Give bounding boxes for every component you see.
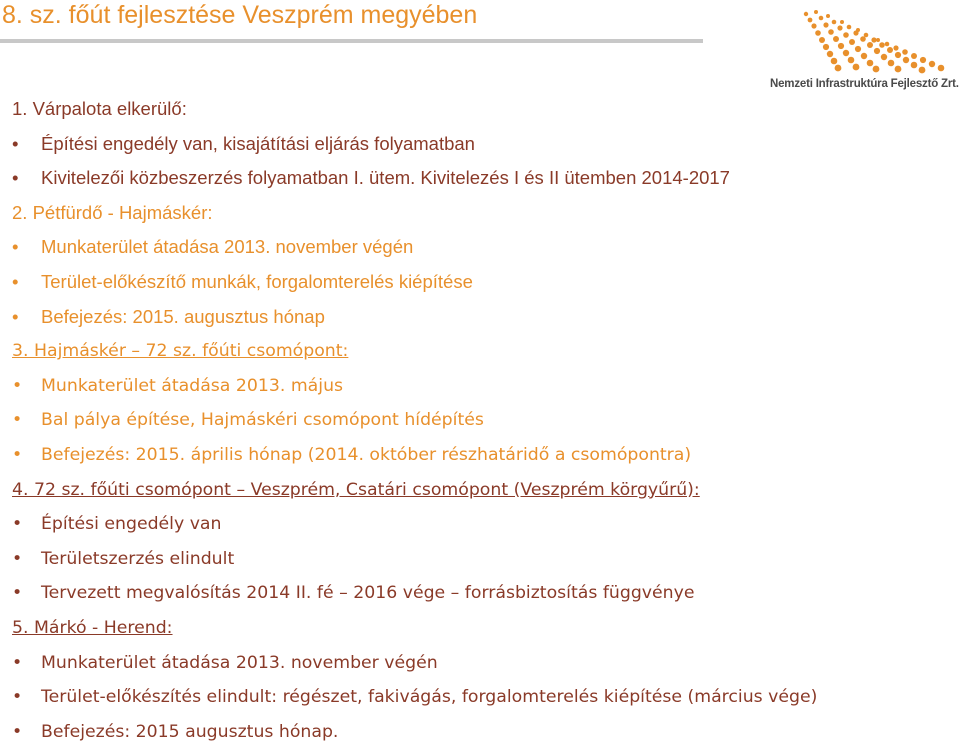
bullet-icon: • [12,167,19,189]
list-item-text: Területszerzés elindult [41,548,235,569]
list-item-text: Építési engedély van, kisajátítási eljárás folyamatban [41,132,475,154]
list-item-text: Terület-előkészítő munkák, forgalomterelés kiépítése [41,270,473,292]
bullet-icon: • [12,375,23,396]
list-item [12,507,952,542]
list-item [12,369,952,404]
bullet-icon: • [12,514,23,535]
list-item [12,438,952,473]
section-heading-4-text: 4. 72 sz. főúti csomópont – Veszprém, Csatári csomópont (Veszprém körgyűrű): [12,479,700,500]
bullet-icon: • [12,548,23,569]
list-item-text: Bal pálya építése, Hajmáskéri csomópont hídépítés [41,410,484,431]
list-item [12,403,952,438]
list-item [12,680,952,715]
title-divider [0,39,703,43]
bullet-icon: • [12,721,23,742]
section-heading-3-text: 3. Hajmáskér – 72 sz. főúti csomópont: [12,341,349,362]
list-item [12,230,952,265]
bullet-icon: • [12,132,19,154]
list-item-text: Befejezés: 2015. április hónap (2014. október részhatáridő a csomópontra) [41,444,692,465]
list-item [12,265,952,300]
list-item [12,715,952,749]
section-heading-5 [12,611,952,646]
list-item [12,161,952,196]
list-item-text: Munkaterület átadása 2013. május [41,375,344,396]
section-heading-1: 1. Várpalota elkerülő: [12,98,187,119]
bullet-icon: • [12,305,19,327]
list-item-text: Befejezés: 2015. augusztus hónap [41,305,325,327]
bullet-icon: • [12,410,23,431]
company-name: Nemzeti Infrastruktúra Fejlesztő Zrt. [770,78,959,90]
company-logo [768,6,960,96]
page-title: 8. sz. főút fejlesztése Veszprém megyében [2,1,478,29]
bullet-icon: • [12,652,23,673]
section-heading-5-text: 5. Márkó - Herend: [12,617,173,638]
list-item-text: Munkaterület átadása 2013. november végén [41,652,438,673]
list-item-text: Munkaterület átadása 2013. november végén [41,236,414,258]
project-list [12,92,952,749]
bullet-icon: • [12,236,19,258]
section-heading-2: 2. Pétfürdő - Hajmáskér: [12,201,213,223]
bullet-icon: • [12,583,23,604]
list-item [12,542,952,577]
section-heading-3 [12,334,952,369]
bullet-icon: • [12,270,19,292]
list-item [12,300,952,335]
list-item-text: Befejezés: 2015 augusztus hónap. [41,721,339,742]
list-item-text: Terület-előkészítés elindult: régészet, fakivágás, forgalomterelés kiépítése (március vége) [41,687,818,708]
list-item [12,576,952,611]
list-item-text: Építési engedély van [41,514,222,535]
bullet-icon: • [12,444,23,465]
section-heading-4 [12,473,952,508]
nif-logo-icon [786,6,954,78]
list-item [12,127,952,162]
list-item [12,646,952,681]
list-item-text: Tervezett megvalósítás 2014 II. fé – 2016 vége – forrásbiztosítás függvénye [41,583,695,604]
list-item-text: Kivitelezői közbeszerzés folyamatban I. ütem. Kivitelezés I és II ütemben 2014-2017 [41,167,730,189]
bullet-icon: • [12,687,23,708]
